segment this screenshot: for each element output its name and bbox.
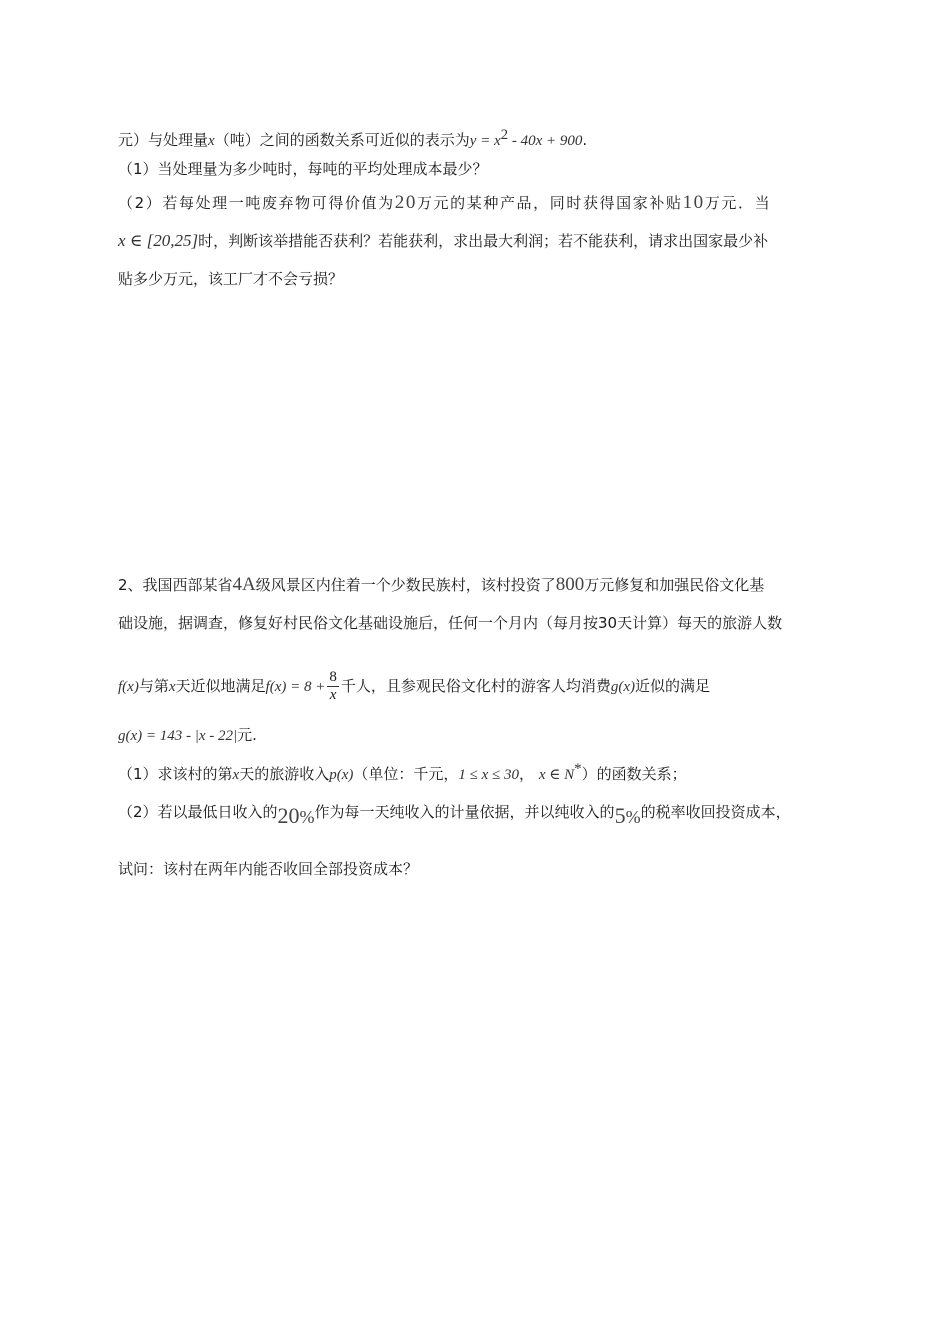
formula-y: y = x — [469, 133, 501, 149]
text: （2）若每处理一吨废弃物可得价值为 — [118, 194, 395, 212]
text: 万元的某种产品，同时获得国家补贴 — [416, 194, 683, 212]
problem2-line3 — [118, 668, 838, 705]
superscript-star: * — [574, 761, 582, 777]
text: 作为每一天纯收入的计量依据，并以纯收入的 — [314, 803, 615, 821]
var-x: x — [232, 767, 240, 783]
problem1-question1: （1）当处理量为多少吨时，每吨的平均处理成本最少？ — [118, 160, 488, 178]
text: 元）与处理量 — [118, 131, 209, 149]
text: 的税率收回投资成本， — [640, 803, 791, 821]
gx: g(x) — [610, 679, 636, 695]
problem2-question2-line2: 试问：该村在两年内能否收回全部投资成本？ — [118, 860, 419, 878]
percent-value: 20 — [277, 803, 300, 828]
formula-g: g(x) = 143 - |x - 22| — [118, 728, 238, 744]
problem2-question1 — [118, 758, 838, 786]
px: p(x) — [329, 767, 354, 783]
text: （单位：千元， — [353, 765, 459, 783]
problem1-question2-line2 — [118, 230, 838, 252]
fraction-8-over-x — [327, 669, 339, 704]
interval-20-25: x ∈ [20,25] — [118, 231, 199, 250]
text: 千人，且参观民俗文化村的游客人均消费 — [340, 677, 611, 695]
text: ）的函数关系； — [581, 765, 687, 783]
problem1-line1 — [118, 124, 838, 152]
value-10: 10 — [682, 192, 705, 213]
text: 与第 — [138, 677, 169, 695]
text: 天的旅游收入 — [239, 765, 330, 783]
range: 1 ≤ x ≤ 30 — [458, 767, 520, 783]
problem2-line1 — [118, 574, 838, 596]
value-4a: 4A — [232, 574, 256, 595]
percent-sign: % — [299, 807, 315, 827]
text: . — [582, 131, 588, 149]
problem1-question2-line3: 贴多少万元，该工厂才不会亏损？ — [118, 270, 344, 288]
set-n-star: x ∈ N — [538, 767, 575, 783]
text: 万元修复和加强民俗文化基 — [584, 576, 765, 594]
value-800: 800 — [555, 574, 585, 595]
value-20: 20 — [394, 192, 417, 213]
text: 元. — [237, 726, 257, 744]
var-x: x — [208, 133, 215, 149]
problem2-line2: 础设施，据调查，修复好村民俗文化基础设施后，任何一个月内（每月按30天计算）每天的旅游人数 — [118, 614, 783, 632]
fx: f(x) — [118, 679, 139, 695]
problem2-line4 — [118, 724, 838, 747]
percent-value: 5 — [614, 803, 626, 828]
fraction-numerator: 8 — [329, 669, 337, 685]
formula-exponent: 2 — [500, 127, 509, 143]
problem1-question2-line1 — [118, 192, 838, 214]
text: 近似的满足 — [635, 677, 711, 695]
var-x: x — [168, 679, 176, 695]
text: 时，判断该举措能否获利？若能获利，求出最大利润；若不能获利，请求出国家最少补 — [198, 232, 769, 250]
text: 2、我国西部某省 — [118, 576, 233, 594]
text: 天近似地满足 — [175, 677, 266, 695]
fraction-denominator: x — [329, 687, 337, 703]
text: （吨）之间的函数关系可近似的表示为 — [214, 131, 470, 149]
text: （2）若以最低日收入的 — [118, 803, 278, 821]
formula-rest: - 40x + 900 — [508, 133, 583, 149]
text: 万元．当 — [704, 194, 772, 212]
percent-5 — [615, 800, 641, 833]
problem2-question2-line1 — [118, 796, 838, 833]
text: 级风景区内住着一个少数民族村，该村投资了 — [255, 576, 556, 594]
formula-f: f(x) = 8 + — [265, 679, 326, 695]
text: （1）求该村的第 — [118, 765, 233, 783]
percent-20 — [278, 800, 315, 833]
text: ， — [519, 765, 535, 783]
percent-sign: % — [625, 807, 641, 827]
